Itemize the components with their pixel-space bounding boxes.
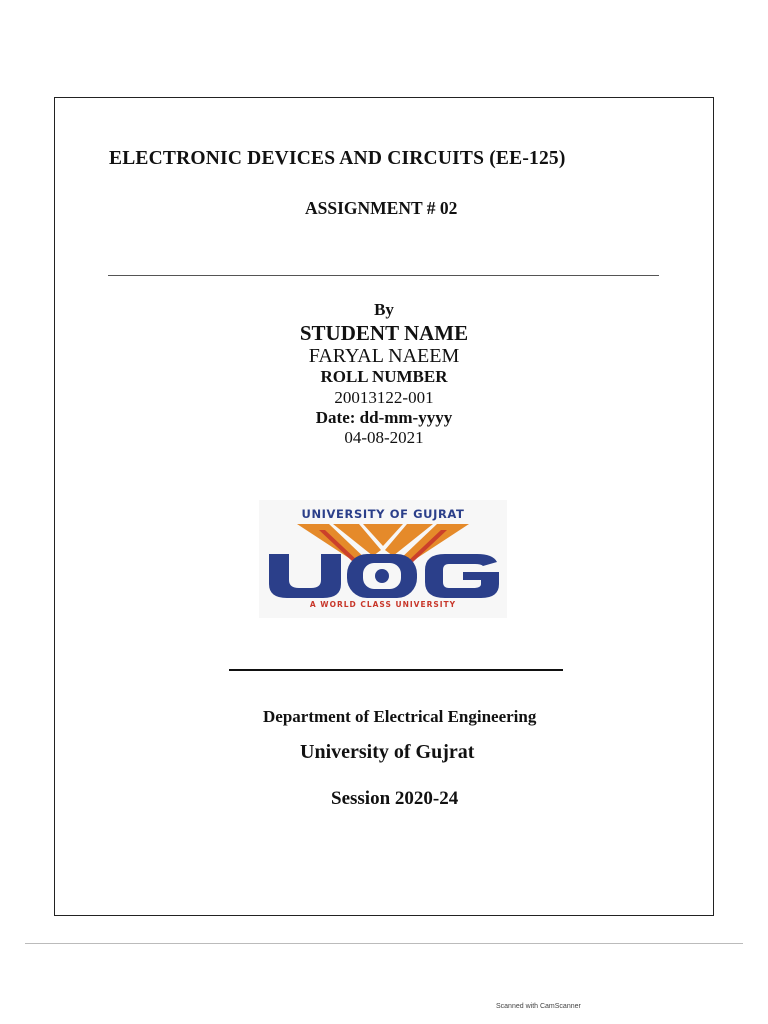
student-name-value: FARYAL NAEEM [308,345,460,367]
assignment-title: ASSIGNMENT # 02 [305,198,458,218]
scanner-watermark: Scanned with CamScanner [496,1003,581,1010]
page-bottom-divider [25,943,743,944]
course-title: ELECTRONIC DEVICES AND CIRCUITS (EE-125) [109,148,566,169]
university-logo [259,500,507,618]
logo-top-text: UNIVERSITY OF GUJRAT [301,507,465,521]
top-divider [108,275,659,276]
date-label: Date: dd-mm-yyyy [315,408,453,427]
university-name: University of Gujrat [300,741,475,763]
student-name-label: STUDENT NAME [299,321,469,345]
middle-divider [229,669,563,671]
roll-number-label: ROLL NUMBER [320,367,448,386]
department-name: Department of Electrical Engineering [263,707,537,726]
session-label: Session 2020-24 [331,788,459,809]
logo-tagline: A WORLD CLASS UNIVERSITY [309,600,457,609]
date-value: 04-08-2021 [344,428,424,447]
roll-number-value: 20013122-001 [334,388,434,407]
by-label: By [374,300,394,319]
